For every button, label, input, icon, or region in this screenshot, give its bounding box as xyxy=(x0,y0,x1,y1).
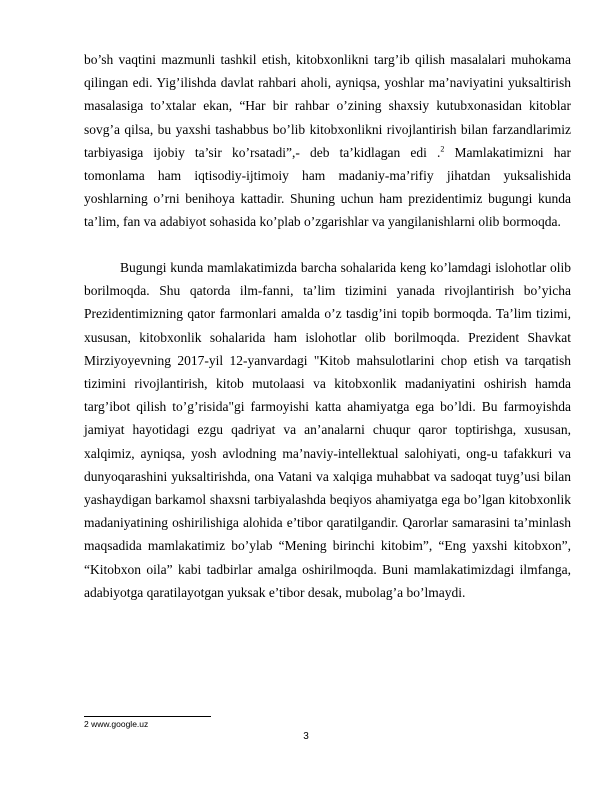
footnote: 2 www.google.uz xyxy=(84,719,149,729)
page-number: 3 xyxy=(303,731,309,742)
body-paragraph-2: Bugungi kunda mamlakatimizda barcha sohalarida keng ko’lamdagi islohotlar olib borilmoqda. Shu qatorda ilm-fanni, ta’lim tizimini yanada rivojlantirish bo’yicha Prezidentimizning qator farmonlari amalda o’z tasdig’ini topib bormoqda. Ta’lim tizimi, xususan, kitobxonlik sohalarida ham islohotlar olib borilmoqda. Prezident Shavkat Mirziyoyevning 2017-yil 12-yanvardagi "Kitob mahsulotlarini chop etish va tarqatish tizimini rivojlantirish, kitob mutolaasi va kitobxonlik madaniyatini oshirish hamda targ’ibot qilish to’g’risida"gi farmoyishi katta ahamiyatga ega bo’ldi. Bu farmoyishda jamiyat hayotidagi ezgu qadriyat va an’analarni chuqur qaror toptirishga, xususan, xalqimiz, ayniqsa, yosh avlodning ma’naviy-intellektual salohiyati, ong-u tafakkuri va dunyoqarashini yuksaltirishda, ona Vatani va xalqiga muhabbat va sadoqat tuyg’usi bilan yashaydigan barkamol shaxsni tarbiyalashda beqiyos ahamiyatga ega bo’lgan kitobxonlik madaniyatining oshirilishiga alohida e’tibor qaratilgandir. Qarorlar samarasini ta’minlash maqsadida mamlakatimiz bo’ylab “Mening birinchi kitobim”, “Eng yaxshi kitobxon”, “Kitobxon oila” kabi tadbirlar amalga oshirilmoqda. Buni mamlakatimizdagi ilmfanga, adabiyotga qaratilayotgan yuksak e’tibor desak, mubolag’a bo’lmaydi. xyxy=(84,260,571,600)
footnote-reference[interactable]: 2 xyxy=(440,144,445,154)
footnote-separator xyxy=(84,716,211,717)
paragraph-1-continuation: Mamlakatimizni har tomonlama ham iqtisodiy-ijtimoiy ham madaniy-ma’rifiy jihatdan yuksalishida yoshlarning o’rni benihoya kattadir. Shuning uchun ham prezidentimiz bugungi kunda ta’lim, fan va adabiyot sohasida ko’plab o’zgarishlar va yangilanishlarni olib bormoqda. xyxy=(84,144,572,230)
body-paragraph-1 xyxy=(84,48,571,234)
paragraph-1-text: bo’sh vaqtini mazmunli tashkil etish, kitobxonlikni targ’ib qilish masalalari muhokama qilingan edi. Yig’ilishda davlat rahbari aholi, ayniqsa, yoshlar ma’naviyatini yuksaltirish masalasiga to’xtalar ekan, “Har bir rahbar o’zining shaxsiy kutubxonasidan kitoblar sovg’a qilsa, bu yaxshi tashabbus bo’lib kitobxonlikni rivojlantirish bilan farzandlarimiz tarbiyasiga ijobiy ta’sir ko’rsatadi”,- deb ta’kidlagan edi . xyxy=(84,52,571,160)
